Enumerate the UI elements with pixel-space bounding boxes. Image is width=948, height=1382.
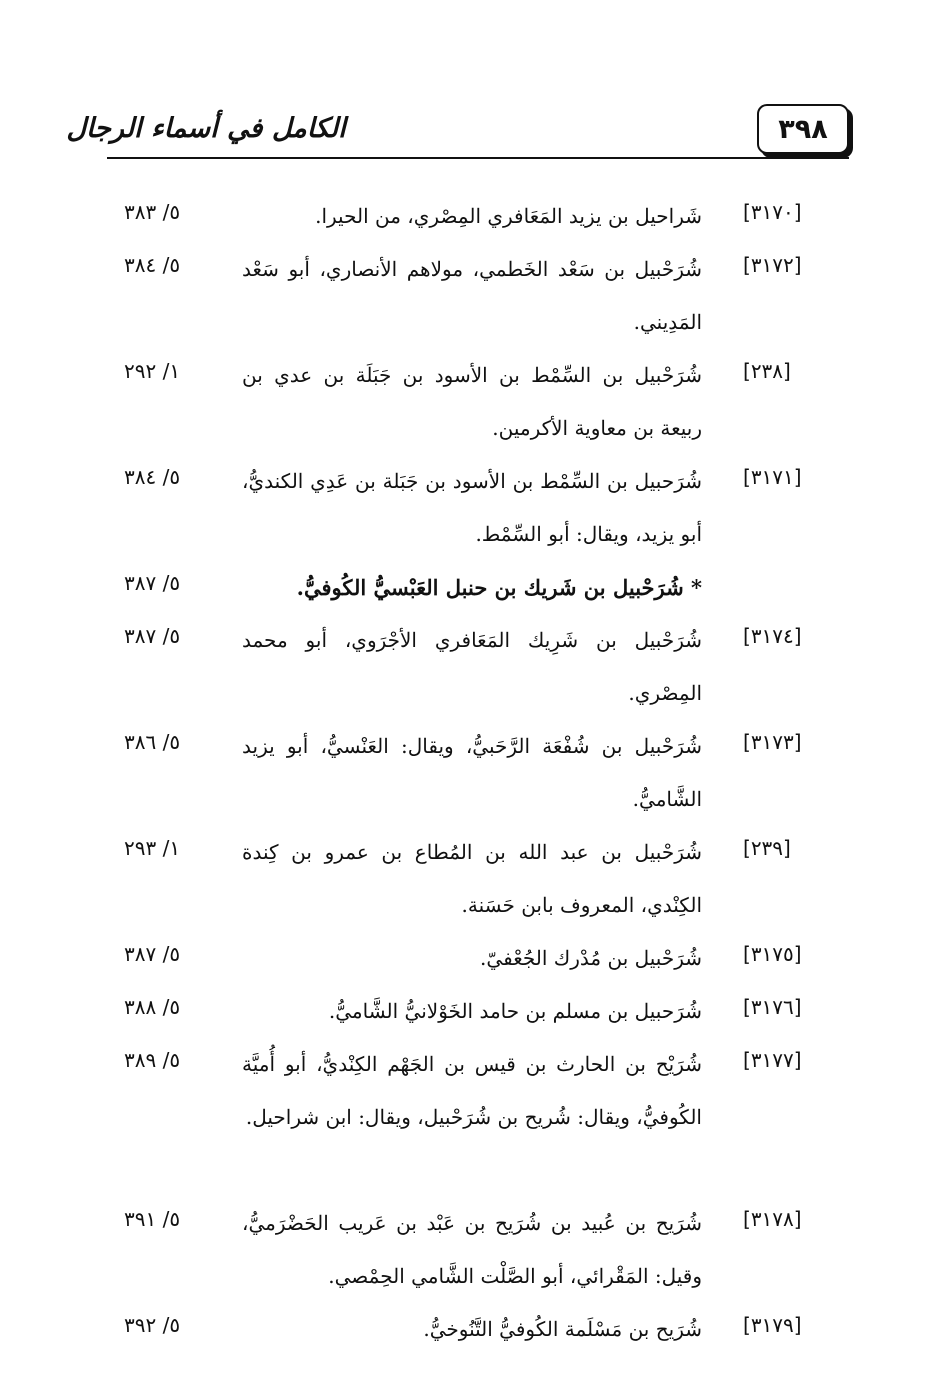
entry-name: شُرَحبيل بن مسلم بن حامد الخَوْلانيُّ الشَّاميُّ.	[328, 999, 702, 1023]
entry-number: [٣١٧٣]	[743, 730, 802, 754]
entry-row	[0, 455, 948, 561]
entry-reference: ٥/ ٣٨٨	[124, 995, 181, 1019]
page-header	[0, 0, 948, 170]
entry-reference: ١/ ٢٩٣	[124, 836, 181, 860]
entry-name: شُرَحْبيل بن عبد الله بن المُطاع بن عمرو بن كِندة الكِنْدي، المعروف بابن حَسَنة.	[242, 840, 702, 917]
entry-number: [٣١٧٢]	[743, 253, 802, 277]
entry-row	[0, 614, 948, 720]
header-rule	[107, 157, 849, 159]
entry-name: شُرَحْبيل بن سَعْد الخَطمي، مولاهم الأنصاري، أبو سَعْد المَدِيني.	[242, 257, 702, 334]
entry-row	[0, 985, 948, 1038]
entry-reference: ٥/ ٣٨٧	[124, 942, 181, 966]
entry-number: [٣١٧٧]	[743, 1048, 802, 1072]
entry-name: شُرَيح بن مَسْلَمة الكُوفيُّ التَّنُوخيُّ.	[423, 1317, 702, 1341]
entry-reference: ١/ ٢٩٢	[124, 359, 181, 383]
entry-row	[0, 932, 948, 985]
entry-number: [٢٣٩]	[743, 836, 791, 860]
entry-row	[0, 1303, 948, 1356]
entry-name: شُرَحْبيل بن مُدْرك الجُعْفيّ.	[480, 946, 702, 970]
entry-reference: ٥/ ٣٨٦	[124, 730, 181, 754]
entry-row	[0, 190, 948, 243]
entry-number: [٣١٧٨]	[743, 1207, 802, 1231]
entry-row	[0, 561, 948, 614]
entry-reference: ٥/ ٣٨٧	[124, 624, 181, 648]
entry-reference: ٥/ ٣٨٣	[124, 200, 181, 224]
entry-name: شُرَحْبيل بن السِّمْط بن الأسود بن جَبَلَة بن عدي بن ربيعة بن معاوية الأكرمين.	[242, 363, 702, 440]
entry-number: [٢٣٨]	[743, 359, 791, 383]
entry-name: شُرَيْح بن الحارث بن قيس بن الجَهْم الكِنْديُّ، أبو أُميَّة الكُوفيُّ، ويقال: شُريح بن شُرَحْبيل، ويقال: ابن شراحيل.	[242, 1052, 702, 1129]
entry-reference: ٥/ ٣٩٢	[124, 1313, 181, 1337]
page-number: ٣٩٨	[778, 113, 828, 145]
entry-name: * شُرَحْبيل بن شَريك بن حنبل العَبْسيُّ الكُوفيُّ.	[296, 575, 702, 600]
entry-number: [٣١٧٤]	[743, 624, 802, 648]
entry-row	[0, 349, 948, 455]
entry-name: شَراحيل بن يزيد المَعَافري المِصْري، من الحيرا.	[315, 204, 702, 228]
entry-number: [٣١٧٦]	[743, 995, 802, 1019]
page-number-box	[757, 104, 849, 154]
entry-reference: ٥/ ٣٩١	[124, 1207, 181, 1231]
entry-reference: ٥/ ٣٨٩	[124, 1048, 181, 1072]
entry-name: شُرَحْبيل بن شَرِيك المَعَافري الأجْرَوي، أبو محمد المِصْري.	[242, 628, 702, 705]
entry-reference: ٥/ ٣٨٧	[124, 571, 181, 595]
entry-number: [٣١٧٠]	[743, 200, 802, 224]
entry-row	[0, 826, 948, 932]
book-title: الكامل في أسماء الرجال	[66, 112, 346, 144]
entry-number: [٣١٧٩]	[743, 1313, 802, 1337]
entry-reference: ٥/ ٣٨٤	[124, 465, 181, 489]
entry-row	[0, 1197, 948, 1303]
entry-number: [٣١٧١]	[743, 465, 802, 489]
entry-row	[0, 1038, 948, 1197]
entry-reference: ٥/ ٣٨٤	[124, 253, 181, 277]
entry-number: [٣١٧٥]	[743, 942, 802, 966]
entry-name: شُرَحبيل بن السِّمْط بن الأسود بن جَبَلة بن عَدِي الكنديُّ، أبو يزيد، ويقال: أبو السِّمْط.	[242, 469, 702, 546]
entry-row	[0, 243, 948, 349]
entry-name: شُرَحْبيل بن شُفْعَة الرَّحَبيُّ، ويقال: العَنْسيُّ، أبو يزيد الشَّاميُّ.	[242, 734, 702, 811]
entries-list	[0, 190, 948, 1356]
entry-name: شُرَيح بن عُبيد بن شُرَيح بن عَبْد بن عَريب الحَضْرَميُّ، وقيل: المَقْرائي، أبو الصَّلْت الشَّامي الحِمْصي.	[242, 1211, 702, 1288]
entry-row	[0, 720, 948, 826]
